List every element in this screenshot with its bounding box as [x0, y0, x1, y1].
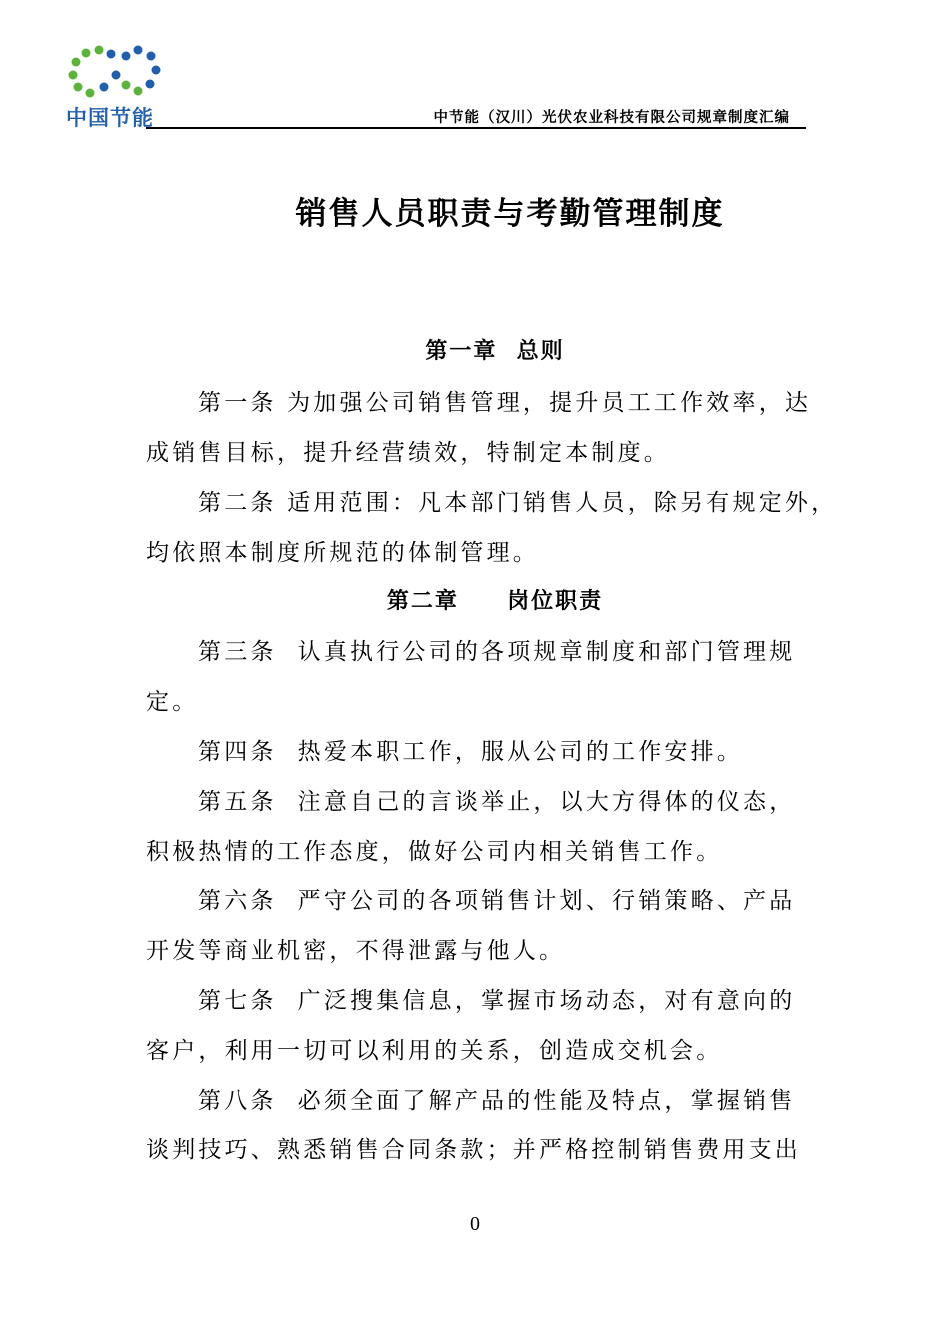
paragraph-line: 第六条 严守公司的各项销售计划、行销策略、产品 — [198, 888, 796, 914]
paragraph-line: 定。 — [146, 689, 199, 715]
paragraph-line: 第五条 注意自己的言谈举止，以大方得体的仪态， — [198, 789, 796, 815]
paragraph-line: 客户，利用一切可以利用的关系，创造成交机会。 — [146, 1038, 723, 1064]
paragraph-line: 谈判技巧、熟悉销售合同条款；并严格控制销售费用支出 — [146, 1137, 801, 1163]
paragraph-line: 均依照本制度所规范的体制管理。 — [146, 540, 539, 566]
paragraph-line: 开发等商业机密，不得泄露与他人。 — [146, 938, 566, 964]
chapter-heading-1: 第一章 总则 — [425, 339, 565, 364]
chapter-heading-2: 第二章 岗位职责 — [386, 589, 604, 614]
company-logo — [66, 42, 162, 128]
paragraph-line: 积极热情的工作态度，做好公司内相关销售工作。 — [146, 839, 723, 865]
paragraph-line: 第四条 热爱本职工作，服从公司的工作安排。 — [198, 739, 744, 765]
paragraph-line: 成销售目标，提升经营绩效，特制定本制度。 — [146, 440, 670, 466]
paragraph-line: 第一条 为加强公司销售管理，提升员工工作效率，达 — [198, 390, 812, 416]
page-number: 0 — [470, 1213, 480, 1235]
paragraph-line: 第七条 广泛搜集信息，掌握市场动态，对有意向的 — [198, 988, 796, 1014]
paragraph-line: 第三条 认真执行公司的各项规章制度和部门管理规 — [198, 639, 796, 665]
logo-dots-icon — [66, 42, 162, 98]
paragraph-line: 第八条 必须全面了解产品的性能及特点，掌握销售 — [198, 1088, 796, 1114]
header-caption: 中节能（汉川）光伏农业科技有限公司规章制度汇编 — [433, 110, 790, 126]
logo-text: 中国节能 — [66, 106, 154, 130]
document-title: 销售人员职责与考勤管理制度 — [295, 196, 725, 232]
header-rule — [146, 127, 806, 129]
paragraph-line: 第二条 适用范围：凡本部门销售人员，除另有规定外， — [198, 490, 838, 516]
